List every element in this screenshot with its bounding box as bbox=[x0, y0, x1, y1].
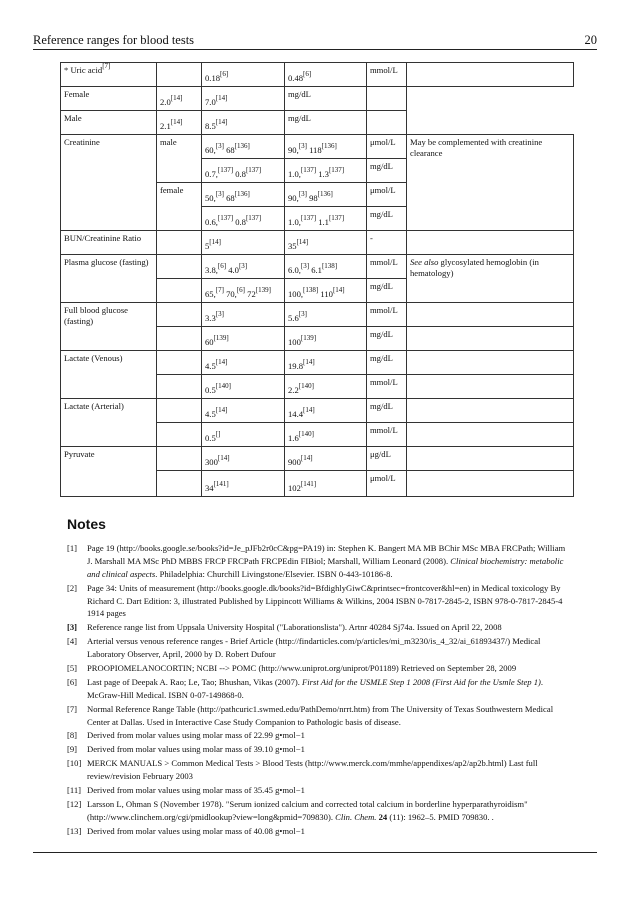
comment-cell bbox=[407, 351, 574, 375]
unit-cell: mmol/L bbox=[367, 63, 407, 87]
citation-ref[interactable]: [137] bbox=[217, 166, 234, 175]
citation-ref[interactable]: [6] bbox=[217, 262, 227, 271]
note-number[interactable]: [6] bbox=[67, 676, 78, 687]
low-cell-value: 2.0 bbox=[160, 97, 171, 108]
note-text: . McGraw-Hill Medical. ISBN 0-07-149868-0. bbox=[87, 676, 544, 700]
high-cell bbox=[285, 303, 367, 327]
note-number[interactable]: [10] bbox=[67, 758, 82, 769]
citation-ref[interactable]: [14] bbox=[170, 94, 183, 103]
note-text: Last page of Deepak A. Rao; Le, Tao; Bhushan, Vikas (2007). bbox=[87, 676, 303, 687]
unit-cell: mmol/L bbox=[367, 255, 407, 279]
citation-ref[interactable]: [139] bbox=[300, 334, 317, 343]
test-name-cell bbox=[61, 351, 157, 399]
note-number[interactable]: [9] bbox=[67, 744, 78, 755]
note-number[interactable]: [11] bbox=[67, 785, 81, 796]
unit-cell: mg/dL bbox=[367, 279, 407, 303]
low-cell-value: 72 bbox=[247, 289, 256, 300]
table-row bbox=[61, 135, 574, 159]
reference-table-body bbox=[61, 63, 574, 497]
subgroup-cell bbox=[157, 327, 202, 351]
comment-text: May be complemented with creatinine clearance bbox=[410, 137, 543, 158]
subgroup-cell bbox=[157, 63, 202, 87]
high-cell bbox=[285, 375, 367, 399]
comment-cell bbox=[407, 327, 574, 351]
note-item bbox=[67, 798, 567, 824]
page-header-title: Reference ranges for blood tests bbox=[33, 33, 195, 47]
citation-ref[interactable]: [3] bbox=[215, 142, 224, 151]
low-cell-value: 70, bbox=[226, 289, 237, 300]
citation-ref[interactable]: [14] bbox=[303, 406, 315, 415]
high-cell-value: 0.48 bbox=[288, 73, 304, 84]
table-row bbox=[61, 231, 574, 255]
note-text: (11): 1962–5. PMID 709830. . bbox=[387, 811, 494, 822]
high-cell-value: 98 bbox=[309, 193, 318, 204]
unit-cell: μmol/L bbox=[367, 471, 407, 497]
table-row bbox=[61, 303, 574, 327]
citation-ref[interactable]: [137] bbox=[217, 214, 234, 223]
citation-ref[interactable]: [140] bbox=[298, 430, 314, 439]
low-cell bbox=[202, 183, 285, 207]
comment-cell bbox=[407, 471, 574, 497]
note-number[interactable]: [4] bbox=[67, 636, 78, 647]
test-name: BUN/Creatinine Ratio bbox=[64, 233, 142, 243]
note-item bbox=[67, 743, 567, 756]
note-text: Clinical biochemistry: metabolic and clinical aspects bbox=[87, 555, 564, 579]
table-row bbox=[61, 87, 574, 111]
high-cell-value: 19.8 bbox=[288, 361, 304, 372]
low-cell-value: 300 bbox=[205, 457, 218, 468]
unit-cell: mg/dL bbox=[367, 399, 407, 423]
citation-ref[interactable]: [14] bbox=[303, 358, 315, 367]
low-cell-value: 34 bbox=[205, 483, 214, 494]
high-cell-value: 100, bbox=[288, 289, 304, 300]
subgroup-cell: female bbox=[157, 183, 202, 231]
table-row bbox=[61, 63, 574, 87]
high-cell bbox=[285, 207, 367, 231]
test-name-cell bbox=[61, 399, 157, 447]
high-cell-value: 14.4 bbox=[288, 409, 304, 420]
citation-ref[interactable]: [14] bbox=[215, 94, 228, 103]
citation-ref[interactable]: [139] bbox=[255, 286, 271, 295]
citation-ref[interactable]: [] bbox=[215, 430, 221, 439]
low-cell-value: 2.1 bbox=[160, 121, 171, 132]
citation-ref[interactable]: [140] bbox=[298, 382, 314, 391]
low-cell-value: 60, bbox=[205, 145, 216, 156]
subgroup-cell bbox=[157, 423, 202, 447]
low-cell-value: 0.18 bbox=[205, 73, 221, 84]
unit-cell: mg/dL bbox=[285, 87, 367, 111]
note-number[interactable]: [8] bbox=[67, 730, 78, 741]
unit-cell: mmol/L bbox=[367, 423, 407, 447]
note-item bbox=[67, 542, 567, 581]
unit-cell: mmol/L bbox=[367, 375, 407, 399]
citation-ref[interactable]: [6] bbox=[220, 70, 229, 79]
note-item bbox=[67, 784, 567, 797]
test-name-cell bbox=[61, 231, 157, 255]
high-cell bbox=[285, 279, 367, 303]
high-cell-value: 6.0, bbox=[288, 265, 301, 276]
low-cell bbox=[202, 255, 285, 279]
subgroup-cell bbox=[157, 231, 202, 255]
citation-ref[interactable]: [3] bbox=[215, 190, 224, 199]
low-cell bbox=[202, 447, 285, 471]
test-name: Full blood glucose (fasting) bbox=[64, 305, 128, 326]
note-text: Derived from molar values using molar mass of 39.10 g•mol−1 bbox=[87, 744, 305, 755]
high-cell-value: 90, bbox=[288, 193, 299, 204]
citation-ref[interactable]: [6] bbox=[236, 286, 245, 295]
low-cell bbox=[157, 111, 202, 135]
high-cell-value: 5.6 bbox=[288, 313, 299, 324]
high-cell bbox=[285, 327, 367, 351]
note-text: Reference range list from Uppsala University Hospital ("Laborationslista"). Artnr 40284 Sj74a. Issued on April 22, 2008 bbox=[87, 622, 502, 633]
subgroup-cell bbox=[157, 279, 202, 303]
high-cell bbox=[285, 255, 367, 279]
citation-ref[interactable]: [137] bbox=[328, 214, 345, 223]
citation-ref[interactable]: [3] bbox=[298, 310, 307, 319]
low-cell bbox=[202, 423, 285, 447]
citation-ref[interactable]: [14] bbox=[215, 406, 228, 415]
subgroup-cell bbox=[157, 303, 202, 327]
unit-cell: mg/dL bbox=[367, 327, 407, 351]
citation-ref[interactable]: [136] bbox=[317, 190, 333, 199]
low-cell-value: 3.3 bbox=[205, 313, 216, 324]
low-cell bbox=[202, 159, 285, 183]
comment-cell bbox=[407, 447, 574, 471]
test-name: Creatinine bbox=[64, 137, 100, 147]
high-cell bbox=[285, 423, 367, 447]
high-cell bbox=[285, 159, 367, 183]
note-text: Arterial versus venous reference ranges - Brief Article (http://findarticles.com/p/articles/mi_m3230/is_4_32/ai_61893437/) Medical Laboratory Observer, April, 2000 by D. Robert Dufour bbox=[87, 636, 541, 660]
note-text: Larsson L, Ohman S (November 1978). "Serum ionized calcium and corrected total calcium in borderline hyperparathyroidism" (http://www.clinchem.org/cgi/pmidlookup?view=long&pmid=709830). bbox=[87, 798, 528, 822]
low-cell-value: 0.5 bbox=[205, 385, 216, 396]
comment-cell bbox=[407, 303, 574, 327]
low-cell-value: 4.5 bbox=[205, 409, 216, 420]
citation-ref[interactable]: [3] bbox=[238, 262, 248, 271]
subgroup-cell bbox=[157, 351, 202, 375]
citation-ref[interactable]: [138] bbox=[303, 286, 319, 295]
header-rule bbox=[33, 49, 597, 50]
low-cell bbox=[202, 279, 285, 303]
note-text: . Philadelphia: Churchill Livingstone/Elsevier. ISBN 0-443-10186-8. bbox=[155, 568, 393, 579]
citation-ref[interactable]: [14] bbox=[332, 286, 345, 295]
unit-cell: mg/dL bbox=[367, 207, 407, 231]
comment-cell bbox=[367, 87, 407, 111]
citation-ref[interactable]: [140] bbox=[215, 382, 231, 391]
unit-cell: mmol/L bbox=[367, 303, 407, 327]
citation-ref[interactable]: [3] bbox=[298, 190, 307, 199]
note-number[interactable]: [2] bbox=[67, 582, 78, 593]
citation-ref[interactable]: [14] bbox=[217, 454, 230, 463]
citation-ref[interactable]: [136] bbox=[321, 142, 337, 151]
citation-ref[interactable]: [137] bbox=[245, 214, 262, 223]
high-cell-value: 8.5 bbox=[205, 121, 216, 132]
citation-ref[interactable]: [141] bbox=[300, 480, 317, 489]
low-cell bbox=[202, 231, 285, 255]
high-cell bbox=[285, 351, 367, 375]
citation-ref[interactable]: [3] bbox=[298, 142, 307, 151]
unit-cell: - bbox=[367, 231, 407, 255]
subgroup-cell: Female bbox=[61, 87, 157, 111]
low-cell-value: 60 bbox=[205, 337, 214, 348]
note-number[interactable]: [7] bbox=[67, 703, 78, 714]
unit-cell: mg/dL bbox=[285, 111, 367, 135]
citation-ref[interactable]: [14] bbox=[170, 118, 183, 127]
note-text: Page 19 (http://books.google.se/books?id=Je_pJFb2r0cC&pg=PA19) in: Stephen K. Bangert MA MB BChir MSc MBA FRCPath; William J. Marshall MA MSc PhD MBBS FRCP FRCPath FRCPEdin FIBiol; Marshall, William Leonard (2008). bbox=[87, 543, 566, 566]
note-item bbox=[67, 729, 567, 742]
note-number[interactable]: [1] bbox=[67, 543, 78, 553]
citation-ref[interactable]: [14] bbox=[296, 238, 309, 247]
high-cell-value: 100 bbox=[288, 337, 301, 348]
low-cell-value: 4.5 bbox=[205, 361, 216, 372]
high-cell bbox=[285, 135, 367, 159]
test-name-cell bbox=[61, 447, 157, 497]
subgroup-cell bbox=[157, 447, 202, 471]
test-name-cell bbox=[61, 135, 157, 231]
high-cell-value: 6.1 bbox=[311, 265, 322, 276]
high-cell-value: 1.6 bbox=[288, 433, 299, 444]
table-row bbox=[61, 399, 574, 423]
citation-ref[interactable]: [137] bbox=[300, 166, 317, 175]
high-cell bbox=[285, 231, 367, 255]
comment-text: glycosylated hemoglobin (in hematology) bbox=[410, 257, 539, 278]
citation-ref[interactable]: [138] bbox=[321, 262, 338, 271]
note-text: Normal Reference Range Table (http://pathcuric1.swmed.edu/PathDemo/nrrt.htm) from The University of Texas Southwestern Medical Center at Dallas. Used in Interactive Case Study Companion to Pathologic basis of disease. bbox=[87, 703, 554, 727]
note-text: First Aid for the USMLE Step 1 2008 (First Aid for the Usmle Step 1) bbox=[302, 676, 541, 687]
citation-ref[interactable]: [3] bbox=[215, 310, 224, 319]
comment-cell bbox=[407, 423, 574, 447]
unit-cell: μmol/L bbox=[367, 183, 407, 207]
high-cell-value: 110 bbox=[320, 289, 333, 300]
high-cell-value: 90, bbox=[288, 145, 299, 156]
unit-cell: μg/dL bbox=[367, 447, 407, 471]
low-cell-value: 0.8 bbox=[235, 169, 246, 180]
high-cell-value: 1.3 bbox=[318, 169, 329, 180]
test-name: Lactate (Venous) bbox=[64, 353, 123, 363]
citation-ref[interactable]: [14] bbox=[215, 118, 228, 127]
high-cell-value: 35 bbox=[288, 241, 297, 252]
note-text: Derived from molar values using molar mass of 40.08 g•mol−1 bbox=[87, 825, 305, 836]
high-cell bbox=[285, 63, 367, 87]
notes-heading: Notes bbox=[67, 516, 106, 532]
unit-cell: mg/dL bbox=[367, 351, 407, 375]
comment-cell bbox=[407, 231, 574, 255]
low-cell-value: 5 bbox=[205, 241, 210, 252]
notes-list bbox=[67, 542, 567, 838]
table-row bbox=[61, 351, 574, 375]
note-item bbox=[67, 621, 567, 634]
high-cell bbox=[285, 183, 367, 207]
note-number[interactable]: [3] bbox=[67, 622, 78, 633]
low-cell-value: 4.0 bbox=[228, 265, 239, 276]
comment-cell bbox=[407, 255, 574, 303]
note-number[interactable]: [12] bbox=[67, 798, 82, 809]
comment-cell bbox=[407, 399, 574, 423]
note-text: Derived from molar values using molar mass of 35.45 g•mol−1 bbox=[87, 785, 305, 796]
low-cell-value: 50, bbox=[205, 193, 216, 204]
low-cell bbox=[202, 303, 285, 327]
low-cell bbox=[202, 327, 285, 351]
low-cell bbox=[202, 471, 285, 497]
citation-ref[interactable]: [6] bbox=[303, 70, 312, 79]
high-cell-value: 118 bbox=[309, 145, 322, 156]
comment-cell bbox=[407, 63, 574, 87]
citation-ref[interactable]: [14] bbox=[215, 358, 228, 367]
citation-ref[interactable]: [141] bbox=[213, 480, 229, 489]
test-name-cell bbox=[61, 303, 157, 351]
low-cell-value: 65, bbox=[205, 289, 216, 300]
high-cell-value: 1.1 bbox=[318, 217, 329, 228]
note-item bbox=[67, 582, 567, 621]
test-name: * Uric acid bbox=[64, 65, 103, 75]
note-item bbox=[67, 676, 567, 702]
subgroup-cell: male bbox=[157, 135, 202, 183]
table-row bbox=[61, 255, 574, 279]
note-item bbox=[67, 757, 567, 783]
note-number[interactable]: [13] bbox=[67, 825, 82, 836]
low-cell bbox=[202, 63, 285, 87]
citation-ref[interactable]: [136] bbox=[234, 190, 250, 199]
citation-ref[interactable]: [14] bbox=[209, 238, 221, 247]
high-cell-value: 1.0, bbox=[288, 169, 301, 180]
citation-ref[interactable]: [136] bbox=[234, 142, 250, 151]
comment-cell bbox=[407, 135, 574, 231]
comment-cell bbox=[407, 375, 574, 399]
low-cell-value: 68 bbox=[226, 193, 235, 204]
note-item bbox=[67, 825, 567, 838]
unit-cell: mg/dL bbox=[367, 159, 407, 183]
test-name: Pyruvate bbox=[64, 449, 95, 459]
high-cell-value: 1.0, bbox=[288, 217, 301, 228]
subgroup-cell bbox=[157, 471, 202, 497]
low-cell bbox=[157, 87, 202, 111]
subgroup-cell: Male bbox=[61, 111, 157, 135]
note-text: Page 34: Units of measurement (http://books.google.dk/books?id=BfdighlyGiwC&printsec=frontcover&hl=en) in Medical toxicology By Richard C. Dart Edition: 3, illustrated Published by Lippincott Williams & Wilkins, 2004 ISBN 0-7817-2845-2, ISBN 978-0-7817-2845-4 1914 pages bbox=[87, 582, 563, 619]
note-text: MERCK MANUALS > Common Medical Tests > Blood Tests (http://www.merck.com/mmhe/appendixes/ap2/ap2b.html) Last full review/revision February 2003 bbox=[87, 758, 538, 782]
reference-table bbox=[60, 62, 574, 497]
note-text: Derived from molar values using molar mass of 22.99 g•mol−1 bbox=[87, 730, 305, 741]
test-name-cell bbox=[61, 255, 157, 303]
comment-emphasis: See also bbox=[410, 257, 439, 267]
subgroup-cell bbox=[157, 399, 202, 423]
note-text: PROOPIOMELANOCORTIN; NCBI --> POMC (http://www.uniprot.org/uniprot/P01189) Retrieved on September 28, 2009 bbox=[87, 663, 517, 674]
unit-cell: μmol/L bbox=[367, 135, 407, 159]
note-item bbox=[67, 635, 567, 661]
subgroup-cell bbox=[157, 375, 202, 399]
test-name: Lactate (Arterial) bbox=[64, 401, 124, 411]
table-row bbox=[61, 447, 574, 471]
low-cell-value: 0.8 bbox=[235, 217, 246, 228]
note-text: Clin. Chem. bbox=[335, 811, 377, 822]
test-name-cell bbox=[61, 63, 157, 87]
high-cell-value: 102 bbox=[288, 483, 301, 494]
citation-ref[interactable]: [137] bbox=[245, 166, 262, 175]
subgroup-cell bbox=[157, 255, 202, 279]
citation-ref[interactable]: [7] bbox=[102, 62, 111, 70]
high-cell bbox=[285, 399, 367, 423]
low-cell bbox=[202, 135, 285, 159]
low-cell-value: 3.8, bbox=[205, 265, 218, 276]
note-text: 24 bbox=[378, 811, 388, 822]
high-cell-value: 2.2 bbox=[288, 385, 299, 396]
citation-ref[interactable]: [139] bbox=[213, 334, 229, 343]
low-cell-value: 0.5 bbox=[205, 433, 216, 444]
low-cell-value: 68 bbox=[226, 145, 235, 156]
notes-section bbox=[67, 514, 567, 839]
citation-ref[interactable]: [7] bbox=[215, 286, 224, 295]
high-cell-value: 900 bbox=[288, 457, 301, 468]
high-cell bbox=[285, 447, 367, 471]
table-row bbox=[61, 111, 574, 135]
high-cell bbox=[285, 471, 367, 497]
citation-ref[interactable]: [3] bbox=[300, 262, 310, 271]
low-cell bbox=[202, 399, 285, 423]
note-number[interactable]: [5] bbox=[67, 663, 78, 674]
high-cell bbox=[202, 87, 285, 111]
note-item bbox=[67, 662, 567, 675]
citation-ref[interactable]: [137] bbox=[328, 166, 345, 175]
low-cell bbox=[202, 375, 285, 399]
low-cell-value: 0.7, bbox=[205, 169, 218, 180]
footer-rule bbox=[33, 852, 597, 853]
page-number: 20 bbox=[584, 33, 597, 47]
low-cell bbox=[202, 351, 285, 375]
citation-ref[interactable]: [137] bbox=[300, 214, 317, 223]
high-cell bbox=[202, 111, 285, 135]
low-cell bbox=[202, 207, 285, 231]
note-item bbox=[67, 703, 567, 729]
comment-cell bbox=[367, 111, 407, 135]
citation-ref[interactable]: [14] bbox=[300, 454, 313, 463]
low-cell-value: 0.6, bbox=[205, 217, 218, 228]
high-cell-value: 7.0 bbox=[205, 97, 216, 108]
test-name: Plasma glucose (fasting) bbox=[64, 257, 149, 267]
